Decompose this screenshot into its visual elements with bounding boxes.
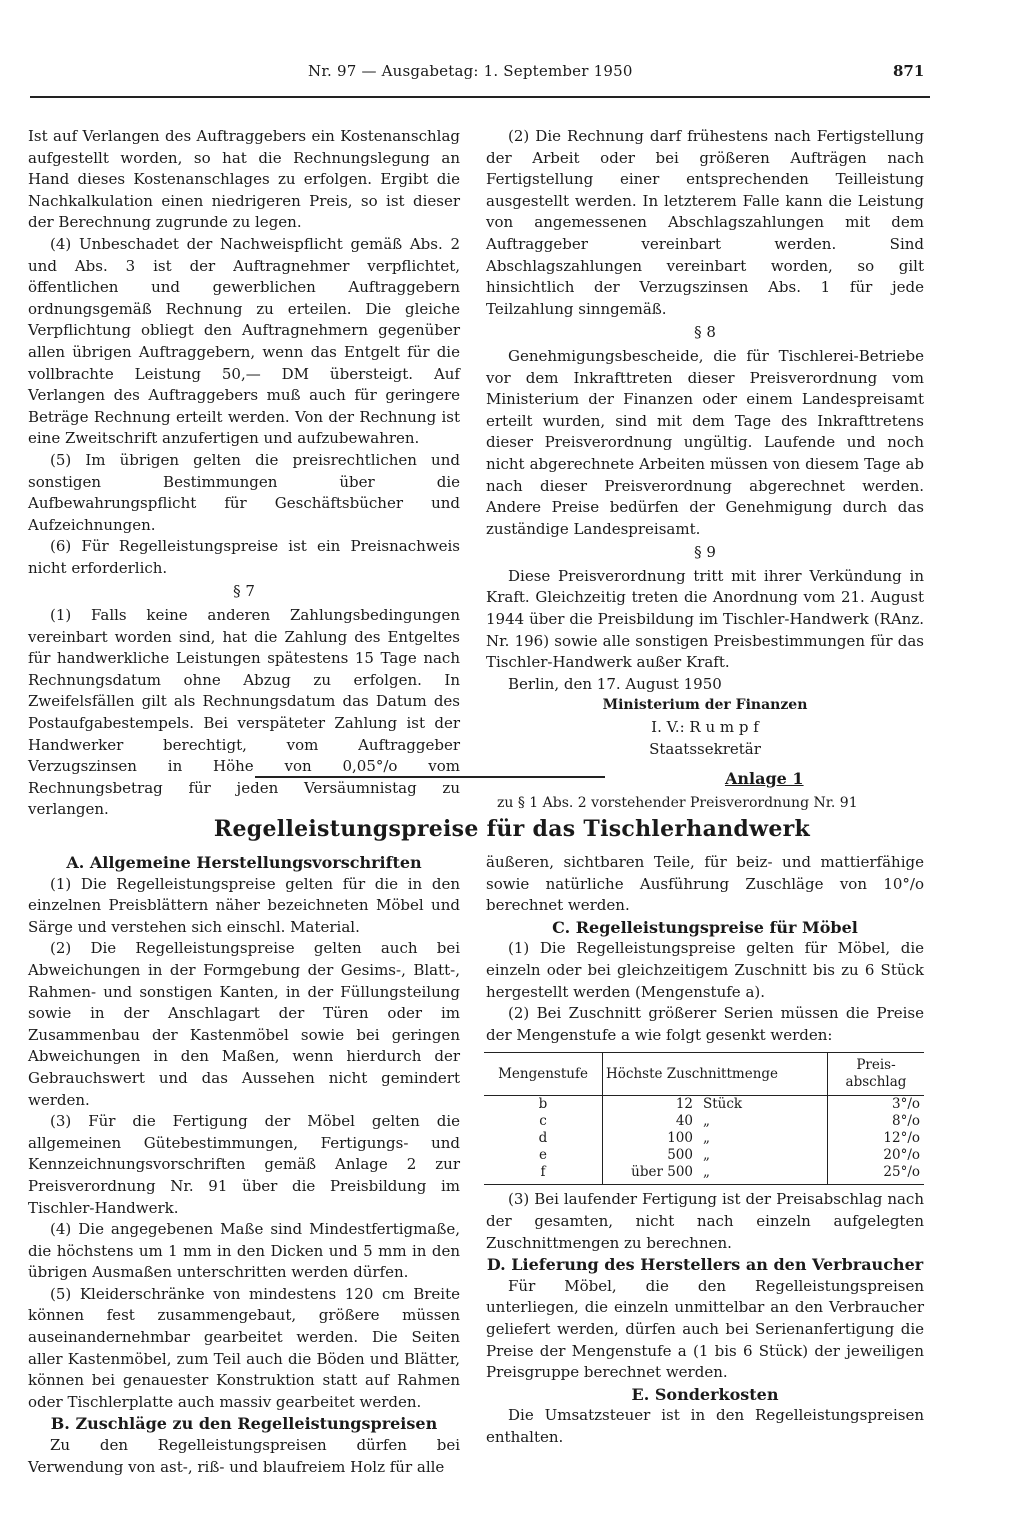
paragraph: (2) Die Rechnung darf frühestens nach Fertigstellung der Arbeit oder bei größeren Aufträgen nach Fertigstellung einer entsprechenden Teilleistung ausgestellt werden. In letzterem Falle kann die Leistung von angemessenen Abschlagszahlungen mit dem Auftraggeber vereinbart werden. Sind Abschlagszahlungen vereinbart worden, so gilt hinsichtlich der Verzugszinsen Abs. 1 für jede Teilzahlung sinngemäß. [486,127,924,318]
paragraph: (3) Für die Fertigung der Möbel gelten die allgemeinen Gütebestimmungen, Fertigungs- und Kennzeichnungsvorschriften gemäß Anlage 2 zur Preisverordnung Nr. 91 über die Preisbildung im Tischler-Handwerk. [28,1112,460,1217]
paragraph: Zu den Regelleistungspreisen dürfen bei Verwendung von ast-, riß- und blaufreiem Holz für alle [28,1436,460,1476]
signatory: I. V.: R u m p f [651,718,759,737]
heading-c: C. Regelleistungspreise für Möbel [552,917,858,937]
signatory-role: Staatssekretär [649,739,761,758]
annex-label: Anlage 1 [725,769,804,788]
paragraph: (2) Bei Zuschnitt größerer Serien müssen die Preise der Mengenstufe a wie folgt gesenkt werden: [486,1004,924,1044]
qty-cell: über 500 [631,1164,693,1181]
table-header: Preis-abschlag [828,1053,925,1096]
paragraph: Diese Preisverordnung tritt mit ihrer Verkündung in Kraft. Gleichzeitig treten die Anordnung vom 21. August 1944 über die Preisbildung im Tischler-Handwerk (RAnz. Nr. 196) sowie alle sonstigen Preisbestimmungen für das Tischler-Handwerk außer Kraft. [486,566,924,672]
paragraph: (5) Kleiderschränke von mindestens 120 cm Breite können fest zusammengebaut, größere müssen auseinandernehmbar gearbeitet werden. Die Seiten aller Kastenmöbel, zum Teil auch die Böden und Blätter, können bei genauester Konstruktion statt auf Rahmen oder Tischlerplatte auch massiv gearbeitet werden. [28,1284,460,1411]
annex-title: Regelleistungspreise für das Tischlerhandwerk [213,816,811,842]
section-heading: § 7 [233,582,255,601]
paragraph: (3) Bei laufender Fertigung ist der Preisabschlag nach der gesamten, nicht nach einzeln aufgelegten Zuschnittmengen zu berechnen. [486,1190,924,1252]
stufe-cell: b [538,1096,548,1113]
unit-cell: „ [703,1164,710,1181]
paragraph: (4) Die angegebenen Maße sind Mindestfertigmaße, die höchstens um 1 mm in den Dicken und 5 mm in den übrigen Ausmaßen unterschritten werden dürfen. [28,1220,460,1282]
header-rule [30,96,930,98]
stufe-cell: f [484,1164,603,1185]
paragraph: (4) Unbeschadet der Nachweispflicht gemäß Abs. 2 und Abs. 3 ist der Auftragnehmer verpflichtet, öffentlichen und gewerblichen Auftraggebern ordnungsgemäß Rechnung zu erteilen. Die gleiche Verpflichtung obliegt den Auftragnehmern gegenüber allen übrigen Auftraggebern, wenn das Entgelt für die vollbrachte Leistung 50,— DM übersteigt. Auf Verlangen des Auftraggebers muß auch für geringere Beträge Rechnung erteilt werden. Von der Rechnung ist eine Zweitschrift anzufertigen und aufzubewahren. [28,234,460,448]
unit-cell: Stück [703,1096,743,1113]
paragraph: Die Umsatzsteuer ist in den Regelleistungspreisen enthalten. [486,1406,924,1446]
annex-subtitle: zu § 1 Abs. 2 vorstehender Preisverordnung Nr. 91 [497,795,858,811]
table-header: Mengenstufe [484,1053,603,1096]
table-row [484,1147,924,1164]
date-line: Berlin, den 17. August 1950 [508,674,722,693]
qty-cell: 100 [667,1130,693,1147]
qty-cell: 40 [675,1113,693,1130]
section-heading: § 8 [694,323,716,342]
heading-b: B. Zuschläge zu den Regelleistungspreisen [50,1414,438,1434]
paragraph: Für Möbel, die den Regelleistungspreisen unterliegen, die einzeln unmittelbar an den Verbraucher geliefert werden, dürfen auch bei Serienanfertigung die Preise der Mengenstufe a (1 bis 6 Stück) der jeweiligen Preisgruppe berechnet werden. [486,1276,924,1382]
ministry-name: Ministerium der Finanzen [602,697,808,714]
pct-cell: 8°/o [828,1113,925,1130]
lower-right-column [486,852,924,1448]
paragraph: (2) Die Regelleistungspreise gelten auch bei Abweichungen in der Formgebung der Gesims-, Blatt-, Rahmen- und sonstigen Kanten, in der Füllungsteilung sowie in der Anschlagart der Türen oder im Zusammenbau der Kastenmöbel sowie bei geringen Abweichungen in den Maßen, wenn hierdurch der Gebrauchswert und das Aussehen nicht gemindert werden. [28,939,460,1109]
stufe-cell: d [538,1130,548,1147]
lower-left-column [28,852,460,1478]
paragraph: (1) Die Regelleistungspreise gelten für die in den einzelnen Preisblättern näher bezeichneten Möbel und Särge und verstehen sich einschl. Material. [28,874,460,936]
paragraph: (5) Im übrigen gelten die preisrechtlichen und sonstigen Bestimmungen über die Aufbewahrungspflicht für Geschäftsbücher und Aufzeichnungen. [28,450,460,534]
unit-cell: „ [703,1130,710,1147]
section-rule [255,776,605,778]
paragraph: (6) Für Regelleistungspreise ist ein Preisnachweis nicht erforderlich. [28,537,460,577]
table-row [484,1113,924,1130]
page-header [0,62,1024,92]
page-number: 871 [893,62,925,80]
unit-cell: „ [703,1113,710,1130]
issue-line: Nr. 97 — Ausgabetag: 1. September 1950 [308,62,633,80]
table-row [484,1164,924,1185]
upper-right-column [486,126,924,760]
table-header: Höchste Zuschnittmenge [603,1053,828,1096]
pct-cell: 12°/o [828,1130,925,1147]
stufe-cell: e [539,1147,547,1164]
paragraph: äußeren, sichtbaren Teile, für beiz- und mattierfähige sowie natürliche Ausführung Zuschläge von 10°/o berechnet werden. [486,853,924,915]
paragraph: (1) Die Regelleistungspreise gelten für Möbel, die einzeln oder bei gleichzeitigem Zuschnitt bis zu 6 Stück hergestellt werden (Mengenstufe a). [486,939,924,1001]
pct-cell: 3°/o [828,1096,925,1114]
pct-cell: 25°/o [828,1164,925,1185]
heading-d: D. Lieferung des Herstellers an den Verbraucher [486,1255,924,1275]
stufe-cell: c [539,1113,547,1130]
qty-cell: 12 [675,1096,693,1113]
upper-left-column [28,126,460,821]
unit-cell: „ [703,1147,710,1164]
pct-cell: 20°/o [828,1147,925,1164]
paragraph: Genehmigungsbescheide, die für Tischlerei-Betriebe vor dem Inkrafttreten dieser Preisverordnung vom Ministerium der Finanzen oder einem Landespreisamt erteilt wurden, sind mit dem Tage des Inkrafttretens dieser Preisverordnung ungültig. Laufende und noch nicht abgerechnete Arbeiten müssen von diesem Tage ab nach dieser Preisverordnung abgerechnet werden. Andere Preise bedürfen der Genehmigung durch das zuständige Landespreisamt. [486,346,924,538]
paragraph: Ist auf Verlangen des Auftraggebers ein Kostenanschlag aufgestellt worden, so hat die Rechnungslegung an Hand dieses Kostenanschlages zu erfolgen. Ergibt die Nachkalkulation einen niedrigeren Preis, so ist dieser der Berechnung zugrunde zu legen. [28,127,460,232]
heading-e: E. Sonderkosten [631,1384,779,1404]
signature-block [486,695,924,760]
qty-cell: 500 [667,1147,693,1164]
paragraph: (1) Falls keine anderen Zahlungsbedingungen vereinbart worden sind, hat die Zahlung des Entgeltes für handwerkliche Leistungen spätestens 15 Tage nach Rechnungsdatum ohne Abzug zu erfolgen. In Zweifelsfällen gilt als Rechnungsdatum das Datum des Postaufgabestempels. Bei verspäteter Zahlung ist der Handwerker berechtigt, vom Auftraggeber Verzugszinsen in Höhe von 0,05°/o vom Rechnungsbetrag für jeden Versäumnistag zu verlangen. [28,606,460,819]
table-row [484,1096,924,1114]
quantity-discount-table [484,1052,924,1185]
heading-a: A. Allgemeine Herstellungsvorschriften [66,853,422,872]
table-row [484,1130,924,1147]
section-heading: § 9 [694,543,716,562]
